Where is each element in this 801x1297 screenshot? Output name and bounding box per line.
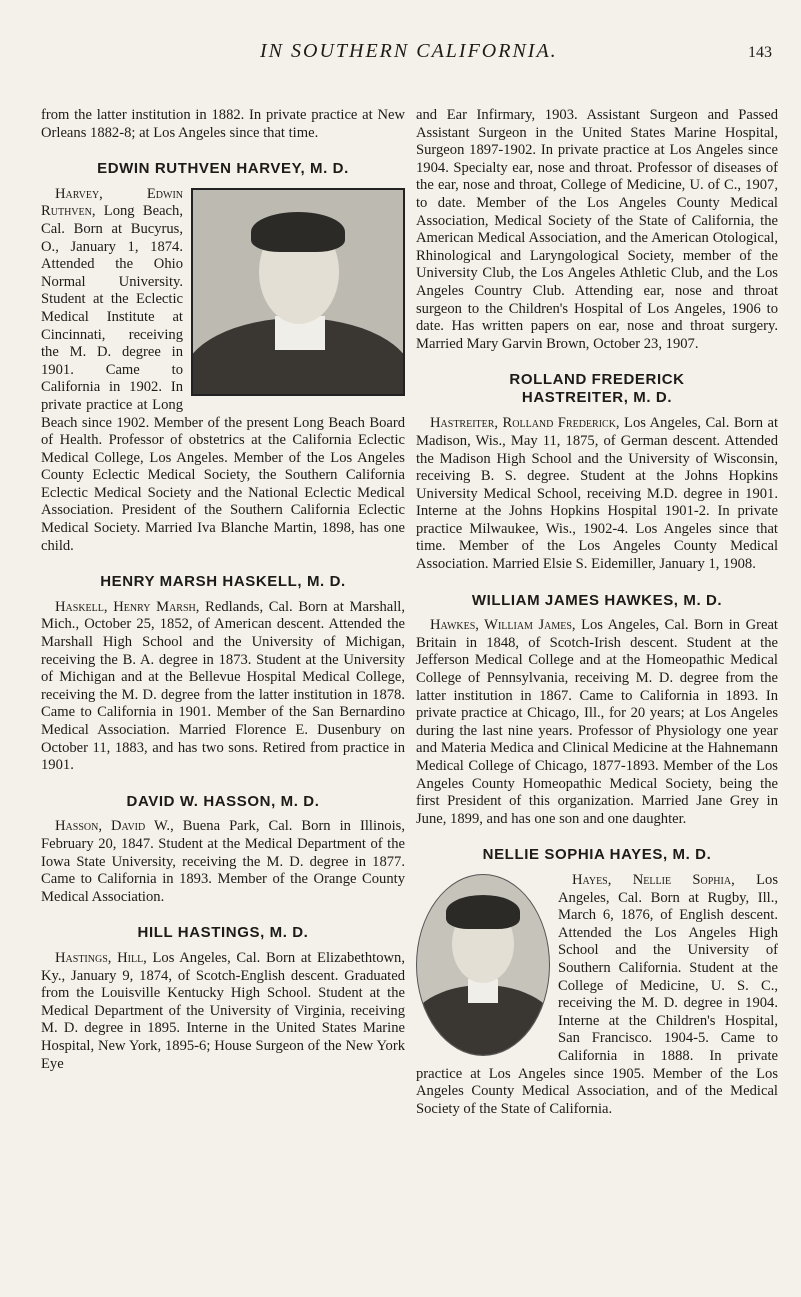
running-title: IN SOUTHERN CALIFORNIA. [260,40,558,62]
running-header [0,40,801,80]
intro-paragraph: from the latter institution in 1882. In private practice at New Orleans 1882-8; at Los Angeles since that time. [41,107,405,141]
entry-body-haskell: Redlands, Cal. Born at Marshall, Mich., October 25, 1852, of American descent. Attended the Marshall High School and the University of Michigan, receiving the B. A. degree in 1873. Student at the University of Michigan and at the Bellevue Hospital Medical College, receiving the M. D. degree from the latter institution in 1878. Came to California in 1901. Member of the San Bernardino Medical Association. Married Florence E. Dusenbury on October 11, 1883, and has two sons. Retired from practice in 1901. [41,598,406,774]
left-column [41,107,405,1073]
continuation-paragraph: and Ear Infirmary, 1903. Assistant Surgeon and Passed Assistant Surgeon in the United States Marine Hospital, Surgeon 1897-1902. In private practice at Los Angeles since 1904. Specialty ear, nose and throat. Professor of diseases of the ear, nose and throat, College of Medicine, U. of C., 1907, to date. Member of the Los Angeles County Medical Association, Medical Society of the State of California, the American Medical Association, and the American Otological, Rhinological and Laryngological Society, member of the University Club, the Los Angeles Athletic Club, and the Los Angeles Country Club. Attending ear, nose and throat surgeon to the Children's Hospital of Los Angeles, 1906 to date. Has written papers on ear, nose and throat surgery. Married Mary Garvin Brown, October 23, 1907. [416,107,778,352]
entry-heading-harvey: EDWIN RUTHVEN HARVEY, M. D. [97,160,349,178]
portrait-photo-hayes [416,874,550,1056]
entry-heading-hastreiter-line1: ROLLAND FREDERICK [509,371,685,389]
entry-body-hasson: Buena Park, Cal. Born in Illinois, February 20, 1847. Student at the Medical Department of the Iowa State University, receiving the M. D. degree in 1877. Came to California in 1893. Member of the Orange County Medical Association. [41,818,405,905]
entry-body-hastreiter: Los Angeles, Cal. Born at Madison, Wis., May 11, 1875, of German descent. Attended the Madison High School and the University of Wisconsin, receiving B. S. degree. Student at the Johns Hopkins University Medical School, receiving M.D. degree in 1901. Interne at the Johns Hopkins Hospital 1901-2. In private practice Milwaukee, Wis., 1902-4. Los Angeles since that time. Member of the Los Angeles County Medical Association. Married Elsie S. Eidemiller, January 1, 1908. [416,415,778,573]
entry-heading-haskell: HENRY MARSH HASKELL, M. D. [100,573,346,591]
portrait-photo-harvey [191,188,405,396]
entry-name-hastreiter: Hastreiter, Rolland Frederick, [430,415,620,432]
entry-body-hayes: Los Angeles, Cal. Born at Rugby, Ill., March 6, 1876, of English descent. Attended the Los Angeles High School and the University of Southern California. Student at the College of Medicine, U. S. C., receiving the M. D. degree in 1904. Interne at the Children's Hospital, San Francisco. 1904-5. Came to California in 1888. In private practice at Los Angeles since 1905. Member of the Los Angeles County Medical Association, and of the Medical Society of the State of California. [416,871,778,1117]
entry-hasson [41,818,405,906]
entry-hastings [41,950,405,1073]
entry-heading-hawkes: WILLIAM JAMES HAWKES, M. D. [471,591,723,609]
entry-name-harvey: Harvey, Edwin Ruthven, [41,185,183,220]
entry-body-hawkes: Los Angeles, Cal. Born in Great Britain in 1848, of Scotch-Irish descent. Student at the Jefferson Medical College and at the Homeopathic Medical College of Pennsylvania, receiving M. D. degree from the latter institution in 1867. Came to California in 1893. In private practice at Chicago, Ill., for 20 years; at Los Angeles during the last nine years. Professor of Physiology one year and Materia Medica and Clinical Medicine at the Hahnemann Medical College of Chicago, 1877-1893. Member of the Los Angeles County Homeopathic Medical Society, being the first President of this organization. Married Jane Grey in June, 1899, and has one son and one daughter. [416,617,778,827]
entry-heading-hastreiter [416,371,778,407]
entry-haskell [41,599,405,775]
entry-body-hastings: Los Angeles, Cal. Born at Elizabethtown, Ky., January 9, 1874, of Scotch-English descent. Graduated from the Louisville Kentucky High School. Student at the Medical Department of the University of Virginia, receiving M. D. degree in 1895. Interne in the United States Marine Hospital, New York, 1895-6; House Surgeon of the New York Eye [41,949,405,1072]
entry-hastreiter [416,415,778,573]
entry-name-hayes: Hayes, Nellie Sophia, [572,871,735,888]
entry-name-hastings: Hastings, Hill, [55,949,147,966]
entry-heading-hasson: DAVID W. HASSON, M. D. [126,792,320,810]
page-number: 143 [748,44,772,61]
entry-heading-hastings: HILL HASTINGS, M. D. [137,924,309,942]
right-column [416,107,778,1118]
entry-name-haskell: Haskell, Henry Marsh, [55,598,200,615]
entry-heading-hastreiter-line2: HASTREITER, M. D. [521,389,673,407]
entry-heading-hayes: NELLIE SOPHIA HAYES, M. D. [482,846,712,864]
entry-name-hawkes: Hawkes, William James, [430,617,576,634]
entry-body-harvey: Long Beach, Cal. Born at Bucyrus, O., January 1, 1874. Attended the Ohio Normal University. Student at the Eclectic Medical Institute at Cincinnati, receiving the M. D. degree in 1901. Came to California in 1902. In private practice at Long Beach since 1902. Member of the present Long Beach Board of Health. Professor of obstetrics at the California Eclectic Medical College, Los Angeles. Member of the Los Angeles County Eclectic Medical Society, the Southern California Eclectic Medical Society and the National Eclectic Medical Association. President of the Southern California Eclectic Medical Society. Married Iva Blanche Martin, 1898, has one child. [41,203,405,554]
entry-hawkes [416,617,778,828]
entry-name-hasson: Hasson, David W., [55,818,174,835]
